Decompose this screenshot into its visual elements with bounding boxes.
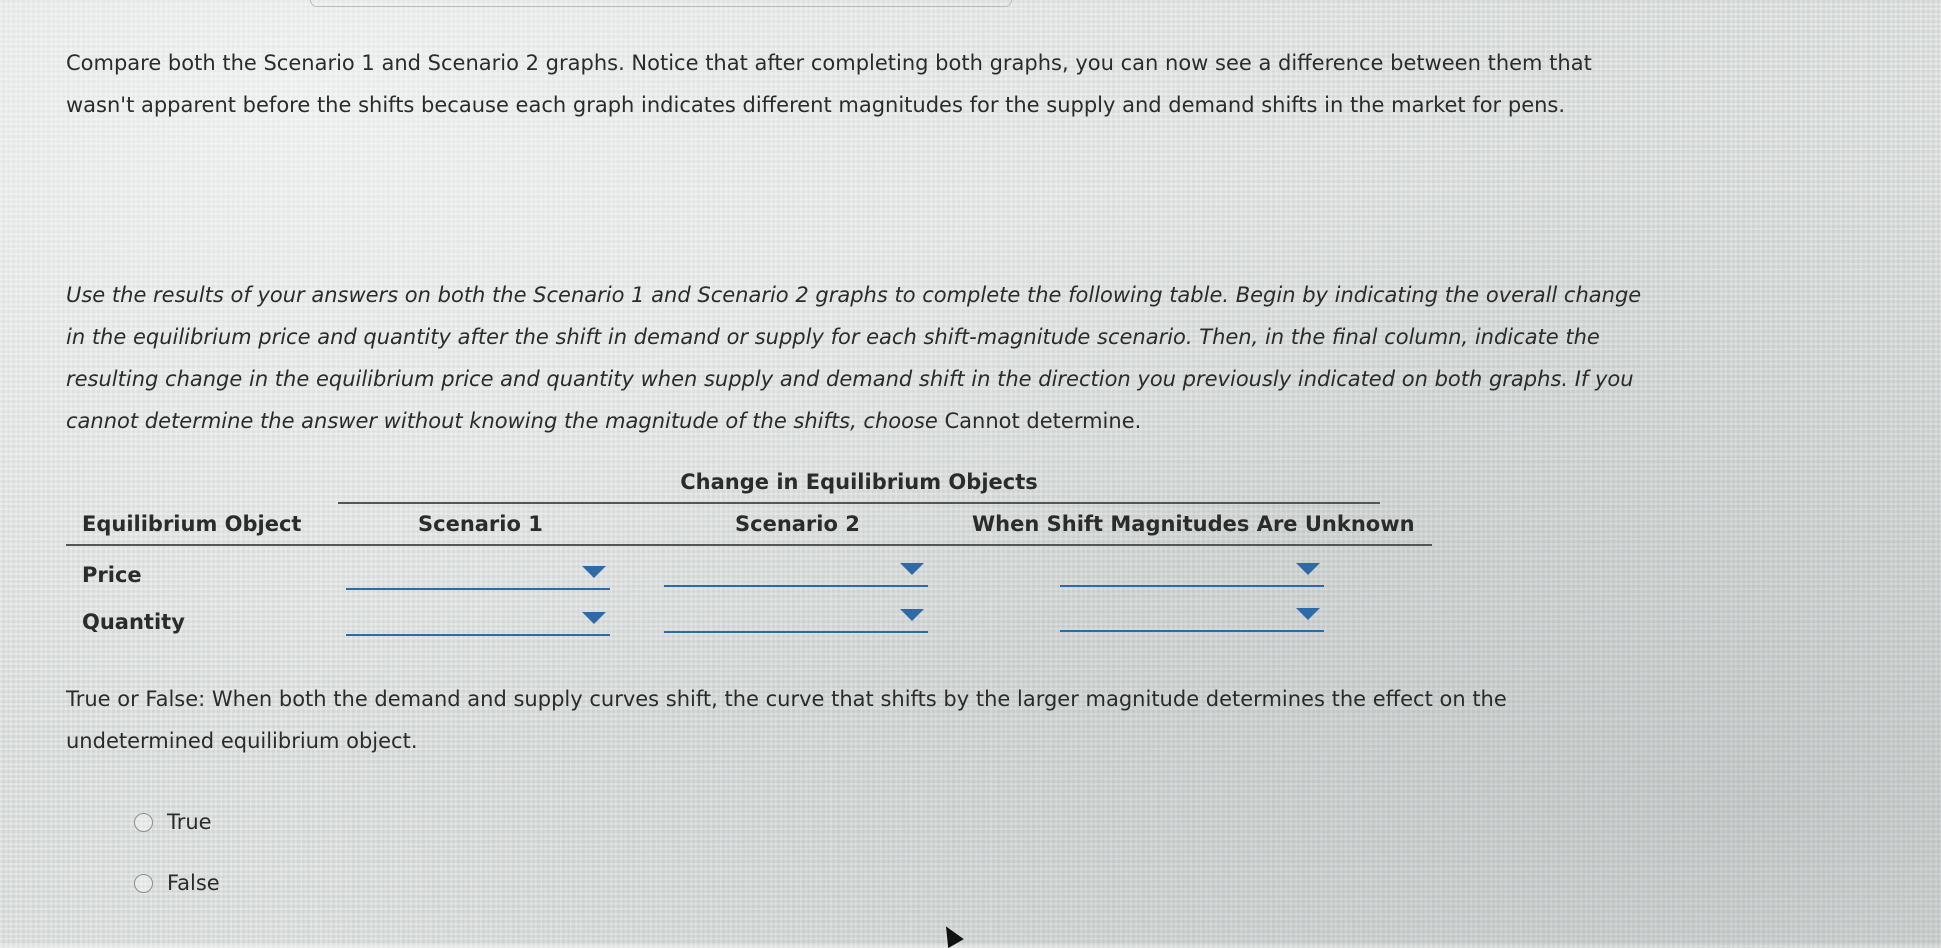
radio-circle-icon[interactable]: [134, 874, 153, 893]
dropdown-arrow-icon: [900, 609, 924, 621]
col-header-equilibrium-object: Equilibrium Object: [82, 512, 302, 536]
row-label-price: Price: [82, 563, 142, 587]
instructions-line-4: cannot determine the answer without knowing the magnitude of the shifts, choose: [66, 409, 938, 433]
radio-circle-icon[interactable]: [134, 813, 153, 832]
true-false-question: [66, 678, 1666, 762]
cannot-determine-text: Cannot determine.: [944, 409, 1142, 433]
instructions-line-1: Use the results of your answers on both the Scenario 1 and Scenario 2 graphs to complete the following table. Begin by indicating the overall change: [66, 283, 1642, 307]
instructions-line-2: in the equilibrium price and quantity after the shift in demand or supply for each shift-magnitude scenario. Then, in the final column, indicate the: [66, 325, 1600, 349]
dropdown-arrow-icon: [900, 563, 924, 575]
table-header-divider: [66, 544, 1432, 546]
col-header-scenario-2: Scenario 2: [735, 512, 860, 536]
dropdown-arrow-icon: [582, 566, 606, 578]
price-unknown-dropdown[interactable]: [1060, 557, 1324, 587]
col-header-unknown-magnitudes: When Shift Magnitudes Are Unknown: [972, 512, 1415, 536]
question-line-2: undetermined equilibrium object.: [66, 729, 418, 753]
intro-line-2: wasn't apparent before the shifts because each graph indicates different magnitudes for the supply and demand shifts in the market for pens.: [66, 93, 1566, 117]
radio-label-false: False: [167, 871, 220, 895]
instructions-paragraph: [66, 274, 1666, 442]
instructions-line-3: resulting change in the equilibrium price and quantity when supply and demand shift in the direction you previously indicated on both graphs. If you: [66, 367, 1634, 391]
radio-option-true[interactable]: [134, 810, 212, 834]
question-line-1: True or False: When both the demand and supply curves shift, the curve that shifts by the larger magnitude determines the effect on the: [66, 687, 1507, 711]
intro-line-1: Compare both the Scenario 1 and Scenario 2 graphs. Notice that after completing both graphs, you can now see a difference between them that: [66, 51, 1592, 75]
dropdown-arrow-icon: [1296, 608, 1320, 620]
quantity-scenario-1-dropdown[interactable]: [346, 606, 610, 636]
intro-paragraph: [66, 42, 1666, 126]
quantity-scenario-2-dropdown[interactable]: [664, 603, 928, 633]
col-header-scenario-1: Scenario 1: [418, 512, 543, 536]
top-panel-edge: [310, 0, 1012, 7]
row-label-quantity: Quantity: [82, 610, 185, 634]
table-group-header: Change in Equilibrium Objects: [338, 470, 1380, 504]
dropdown-arrow-icon: [1296, 563, 1320, 575]
price-scenario-1-dropdown[interactable]: [346, 560, 610, 590]
price-scenario-2-dropdown[interactable]: [664, 557, 928, 587]
dropdown-arrow-icon: [582, 612, 606, 624]
radio-label-true: True: [167, 810, 212, 834]
quantity-unknown-dropdown[interactable]: [1060, 602, 1324, 632]
mouse-cursor-icon: [938, 922, 964, 948]
radio-option-false[interactable]: [134, 871, 220, 895]
